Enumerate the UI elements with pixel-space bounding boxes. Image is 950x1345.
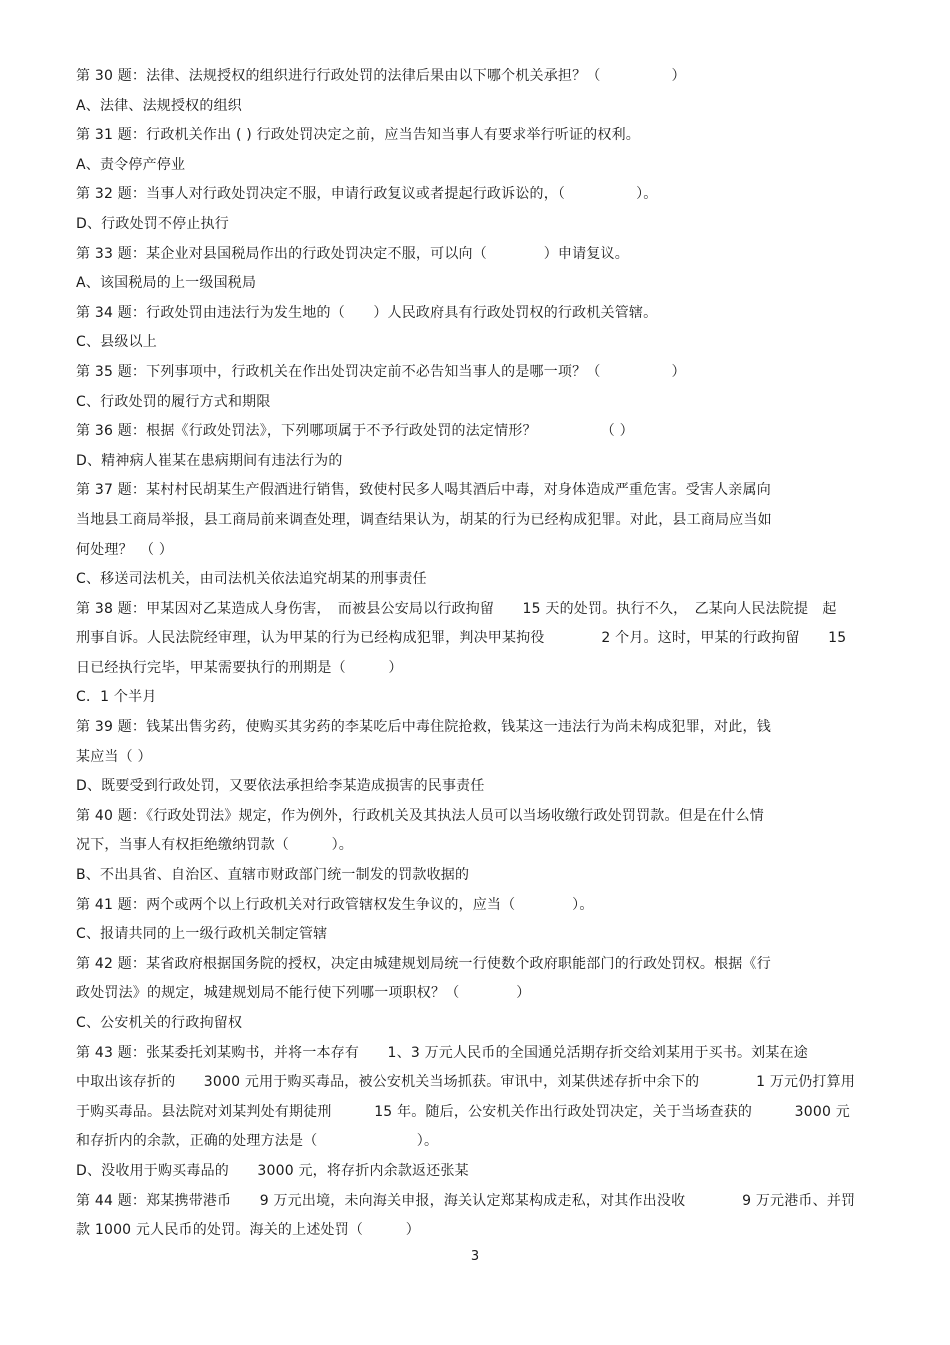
question-34: 第 34 题：行政处罚由违法行为发生地的（ ）人民政府具有行政处罚权的行政机关管辖。 [76,304,658,321]
answer-33: A、该国税局的上一级国税局 [76,275,257,292]
question-38-line-1: 第 38 题：甲某因对乙某造成人身伤害， 而被县公安局以行政拘留 15 天的处罚。执行不久， 乙某向人民法院提 起 [76,600,837,617]
question-42-line-1: 第 42 题：某省政府根据国务院的授权，决定由城建规划局统一行使数个政府职能部门的行政处罚权。根据《行 [76,955,771,972]
answer-43: D、没收用于购买毒品的 3000 元，将存折内余款返还张某 [76,1162,469,1179]
question-42-line-2: 政处罚法》的规定，城建规划局不能行使下列哪一项职权？（ ） [76,985,531,1002]
answer-36: D、精神病人崔某在患病期间有违法行为的 [76,452,343,469]
question-40-line-1: 第 40 题：《行政处罚法》规定，作为例外，行政机关及其执法人员可以当场收缴行政处罚罚款。但是在什么情 [76,807,764,824]
question-36: 第 36 题：根据《行政处罚法》，下列哪项属于不予行政处罚的法定情形？ （ ） [76,423,634,440]
answer-40: B、不出具省、自治区、直辖市财政部门统一制发的罚款收据的 [76,867,470,884]
question-31: 第 31 题：行政机关作出 ( ) 行政处罚决定之前，应当告知当事人有要求举行听证的权利。 [76,127,640,144]
question-38-line-2: 刑事自诉。人民法院经审理，认为甲某的行为已经构成犯罪，判决甲某拘役 2 个月。这时，甲某的行政拘留 15 [76,630,847,647]
question-38-line-3: 日已经执行完毕，甲某需要执行的刑期是（ ） [76,659,403,676]
question-30: 第 30 题：法律、法规授权的组织进行行政处罚的法律后果由以下哪个机关承担？（ ） [76,68,686,84]
question-32: 第 32 题：当事人对行政处罚决定不服，申请行政复议或者提起行政诉讼的，（ ）。 [76,186,658,203]
question-44-line-2: 款 1000 元人民币的处罚。海关的上述处罚（ ） [76,1222,420,1239]
question-40-line-2: 况下，当事人有权拒绝缴纳罚款（ ）。 [76,837,353,854]
answer-31: A、责令停产停业 [76,156,186,173]
question-37-line-1: 第 37 题：某村村民胡某生产假酒进行销售，致使村民多人喝其酒后中毒，对身体造成严重危害。受害人亲属向 [76,482,771,499]
question-44-line-1: 第 44 题：郑某携带港币 9 万元出境，未向海关申报，海关认定郑某构成走私，对其作出没收 9 万元港币、并罚 [76,1192,856,1209]
question-39-line-1: 第 39 题：钱某出售劣药，使购买其劣药的李某吃后中毒住院抢救，钱某这一违法行为尚未构成犯罪，对此，钱 [76,719,771,736]
answer-42: C、公安机关的行政拘留权 [76,1015,243,1031]
answer-32: D、行政处罚不停止执行 [76,215,229,232]
question-list [76,62,896,1246]
answer-35: C、行政处罚的履行方式和期限 [76,393,271,410]
answer-30: A、法律、法规授权的组织 [76,97,242,114]
answer-38: C．1 个半月 [76,689,157,706]
question-33: 第 33 题：某企业对县国税局作出的行政处罚决定不服，可以向（ ）申请复议。 [76,245,629,262]
answer-37: C、移送司法机关，由司法机关依法追究胡某的刑事责任 [76,571,427,588]
answer-41: C、报请共同的上一级行政机关制定管辖 [76,926,328,943]
answer-34: C、县级以上 [76,334,157,351]
question-43-line-3: 于购买毒品。县法院对刘某判处有期徒刑 15 年。随后，公安机关作出行政处罚决定，关于当场查获的 3000 元 [76,1103,850,1120]
question-37-line-2: 当地县工商局举报，县工商局前来调查处理，调查结果认为，胡某的行为已经构成犯罪。对此，县工商局应当如 [76,511,772,528]
question-43-line-4: 和存折内的余款，正确的处理方法是（ ）。 [76,1133,439,1150]
question-41: 第 41 题：两个或两个以上行政机关对行政管辖权发生争议的，应当（ ）。 [76,896,594,913]
question-37-line-3: 何处理？ （ ） [76,541,174,558]
question-43-line-2: 中取出该存折的 3000 元用于购买毒品，被公安机关当场抓获。审讯中，刘某供述存折中余下的 1 万元仍打算用 [76,1074,856,1091]
question-35: 第 35 题：下列事项中，行政机关在作出处罚决定前不必告知当事人的是哪一项？（ ） [76,363,686,380]
answer-39: D、既要受到行政处罚，又要依法承担给李某造成损害的民事责任 [76,778,485,795]
question-39-line-2: 某应当（ ） [76,748,152,765]
question-43-line-1: 第 43 题：张某委托刘某购书，并将一本存有 1、3 万元人民币的全国通兑活期存折交给刘某用于买书。刘某在途 [76,1044,808,1061]
page-number: 3 [470,1249,480,1264]
